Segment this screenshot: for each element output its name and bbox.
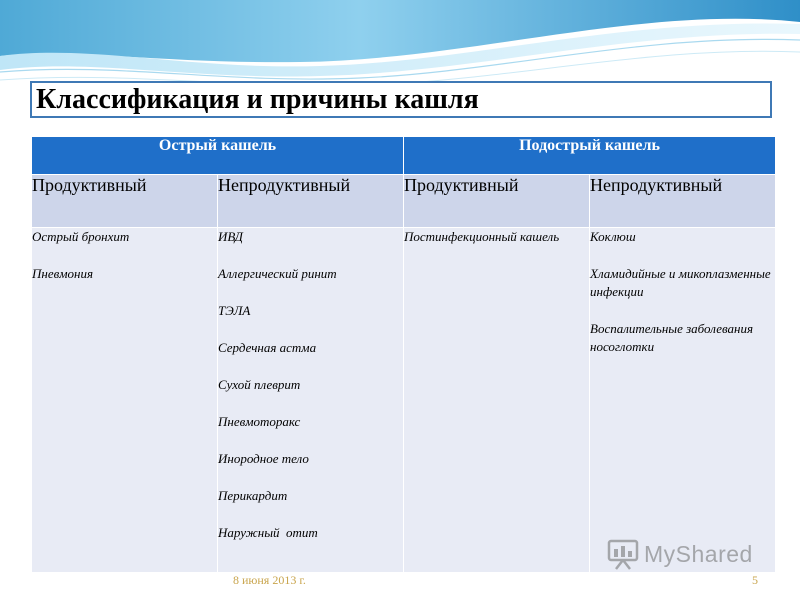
watermark: [606, 536, 753, 572]
group-header-subacute: Подострый кашель: [404, 137, 776, 175]
watermark-text: MyShared: [644, 540, 753, 567]
cause-item: Перикардит: [218, 488, 288, 503]
cause-item: ТЭЛА: [218, 303, 251, 318]
cause-item: Сухой плеврит: [218, 377, 301, 392]
presentation-board-icon: [606, 537, 640, 571]
cause-item: Постинфекционный кашель: [404, 229, 560, 244]
title-box: [30, 81, 772, 118]
cause-item: Наружный отит: [218, 525, 318, 540]
cause-item: Пневмоторакс: [218, 414, 301, 429]
footer-date: 8 июня 2013 г.: [233, 573, 306, 587]
causes-row: [32, 228, 776, 573]
cause-item: Острый бронхит: [32, 229, 130, 244]
cause-item: ИВД: [218, 229, 243, 244]
subheader-row: [32, 175, 776, 228]
cause-item: Аллергический ринит: [218, 266, 337, 281]
subheader-subacute-productive: Продуктивный: [404, 175, 590, 228]
cause-item: Инородное тело: [218, 451, 309, 466]
page-number: 5: [752, 573, 758, 587]
subheader-acute-nonproductive: Непродуктивный: [218, 175, 404, 228]
causes-subacute-productive: [404, 228, 590, 573]
causes-subacute-nonproductive: [590, 228, 776, 573]
causes-acute-productive: [32, 228, 218, 573]
causes-acute-nonproductive: [218, 228, 404, 573]
group-header-row: [32, 137, 776, 175]
cause-item: Сердечная астма: [218, 340, 317, 355]
cause-item: Коклюш: [590, 229, 636, 244]
cause-item: Воспалительные заболевания носоглотки: [590, 321, 754, 354]
cause-item: Хламидийные и микоплазменные инфекции: [590, 266, 771, 299]
slide-title: Классификация и причины кашля: [36, 84, 479, 115]
cause-item: Пневмония: [32, 266, 94, 281]
group-header-acute: Острый кашель: [32, 137, 404, 175]
cough-classification-table: [31, 136, 776, 573]
subheader-acute-productive: Продуктивный: [32, 175, 218, 228]
subheader-subacute-nonproductive: Непродуктивный: [590, 175, 776, 228]
